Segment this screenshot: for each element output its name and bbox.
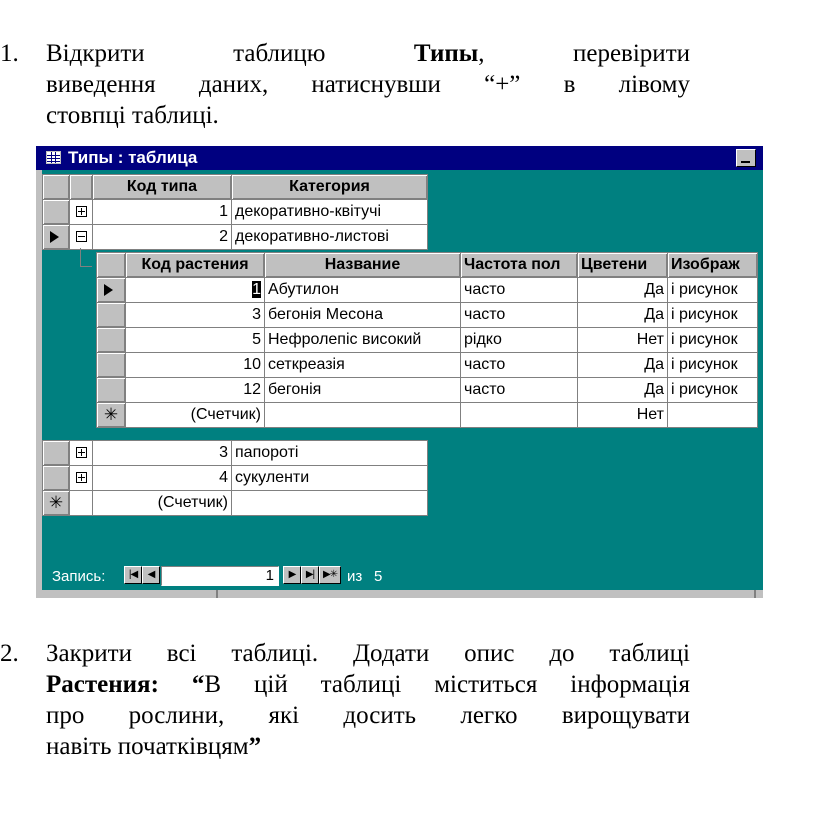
types-table xyxy=(42,174,428,250)
table-row[interactable]: 1 декоративно-квітучі xyxy=(43,200,428,225)
expand-button[interactable] xyxy=(70,441,93,466)
text-cursor: 1 xyxy=(252,281,261,298)
select-all-corner[interactable] xyxy=(43,175,70,200)
current-record-icon xyxy=(104,284,113,296)
last-record-icon: ▶| xyxy=(305,569,315,580)
first-record-button[interactable] xyxy=(124,566,142,584)
datasheet-icon xyxy=(46,151,61,164)
record-total: 5 xyxy=(374,568,383,585)
expand-button[interactable] xyxy=(70,466,93,491)
window-title: Типы : таблица xyxy=(68,148,198,167)
new-record-icon: ✳ xyxy=(103,405,119,424)
next-record-button[interactable] xyxy=(283,566,301,584)
step-2-line-1: Закрити всі таблиці. Додати опис до таблиці xyxy=(46,640,690,667)
step-2 xyxy=(0,638,690,762)
col-header-watering-frequency[interactable]: Частота пол xyxy=(461,253,578,278)
table-row[interactable]: 1 Абутилон часто Да і рисунок xyxy=(97,278,758,303)
row-selector[interactable] xyxy=(97,378,126,403)
step-2-line-2: Растения: “В цій таблиці міститься інформація xyxy=(46,671,690,698)
new-record-row[interactable]: ✳ (Счетчик) Нет xyxy=(97,403,758,428)
col-header-category[interactable]: Категория xyxy=(232,175,428,200)
new-record-icon: ✳ xyxy=(48,493,64,512)
step-2-line-4: навіть початківцям” xyxy=(46,733,262,760)
step-2-line-3: про рослини, які досить легко вирощувати xyxy=(46,702,690,729)
next-record-icon: ▶ xyxy=(288,569,296,580)
row-selector[interactable] xyxy=(43,200,70,225)
row-selector[interactable] xyxy=(97,353,126,378)
collapse-button[interactable] xyxy=(70,225,93,250)
datasheet-area xyxy=(42,170,763,590)
types-table-continued xyxy=(42,440,428,516)
step-1-line-1: Відкрити таблицю Типы, перевірити xyxy=(46,40,690,67)
current-record-icon xyxy=(50,231,59,243)
table-name-types: Типы xyxy=(413,40,479,67)
subtable-select-all[interactable] xyxy=(97,253,126,278)
step-1-line-3: стовпці таблиці. xyxy=(46,102,219,129)
row-selector[interactable] xyxy=(97,278,126,303)
new-record-row[interactable]: ✳ (Счетчик) xyxy=(43,491,428,516)
plants-subtable xyxy=(96,252,758,428)
row-selector[interactable] xyxy=(43,491,70,516)
col-header-plant-code[interactable]: Код растения xyxy=(126,253,265,278)
col-header-name[interactable]: Название xyxy=(265,253,461,278)
row-selector[interactable] xyxy=(43,225,70,250)
step-1-line-2: виведення даних, натиснувши “+” в лівому xyxy=(46,71,690,98)
col-header-type-code[interactable]: Код типа xyxy=(93,175,232,200)
previous-record-button[interactable] xyxy=(142,566,160,584)
record-label: Запись: xyxy=(52,568,106,585)
row-selector[interactable] xyxy=(43,441,70,466)
row-selector[interactable] xyxy=(97,303,126,328)
step-1 xyxy=(0,38,690,131)
row-selector[interactable] xyxy=(97,328,126,353)
plus-icon xyxy=(76,447,87,458)
horizontal-scrollbar[interactable] xyxy=(36,590,763,598)
new-record-nav-icon: ▶✳ xyxy=(322,569,338,580)
window-titlebar[interactable] xyxy=(36,146,763,170)
record-number-input[interactable]: 1 xyxy=(161,566,279,586)
table-row[interactable]: 3 папороті xyxy=(43,441,428,466)
col-header-image[interactable]: Изображ xyxy=(668,253,758,278)
previous-record-icon: ◀ xyxy=(147,569,155,580)
last-record-button[interactable] xyxy=(301,566,319,584)
table-row[interactable]: 4 сукуленти xyxy=(43,466,428,491)
row-selector[interactable] xyxy=(97,403,126,428)
table-row[interactable]: 5 Нефролепіс високий рідко Нет і рисунок xyxy=(97,328,758,353)
table-window xyxy=(36,146,763,598)
minimize-button[interactable] xyxy=(736,149,756,167)
plus-icon xyxy=(76,206,87,217)
plus-icon xyxy=(76,472,87,483)
table-row[interactable]: 2 декоративно-листові xyxy=(43,225,428,250)
table-row[interactable]: 3 бегонія Месона часто Да і рисунок xyxy=(97,303,758,328)
row-selector[interactable] xyxy=(43,466,70,491)
new-record-button[interactable] xyxy=(319,566,341,584)
tree-connector xyxy=(80,266,92,267)
tree-connector xyxy=(80,248,81,266)
minus-icon xyxy=(76,231,87,242)
table-name-plants: Растения: “ xyxy=(46,671,205,698)
step-1-number: 1. xyxy=(0,40,19,67)
first-record-icon: |◀ xyxy=(128,569,138,580)
step-2-number: 2. xyxy=(0,640,19,667)
table-row[interactable]: 12 бегонія часто Да і рисунок xyxy=(97,378,758,403)
col-header-flowering[interactable]: Цветени xyxy=(578,253,668,278)
expand-button[interactable] xyxy=(70,200,93,225)
record-of-label: из xyxy=(347,568,363,585)
table-row[interactable]: 10 сеткреазія часто Да і рисунок xyxy=(97,353,758,378)
